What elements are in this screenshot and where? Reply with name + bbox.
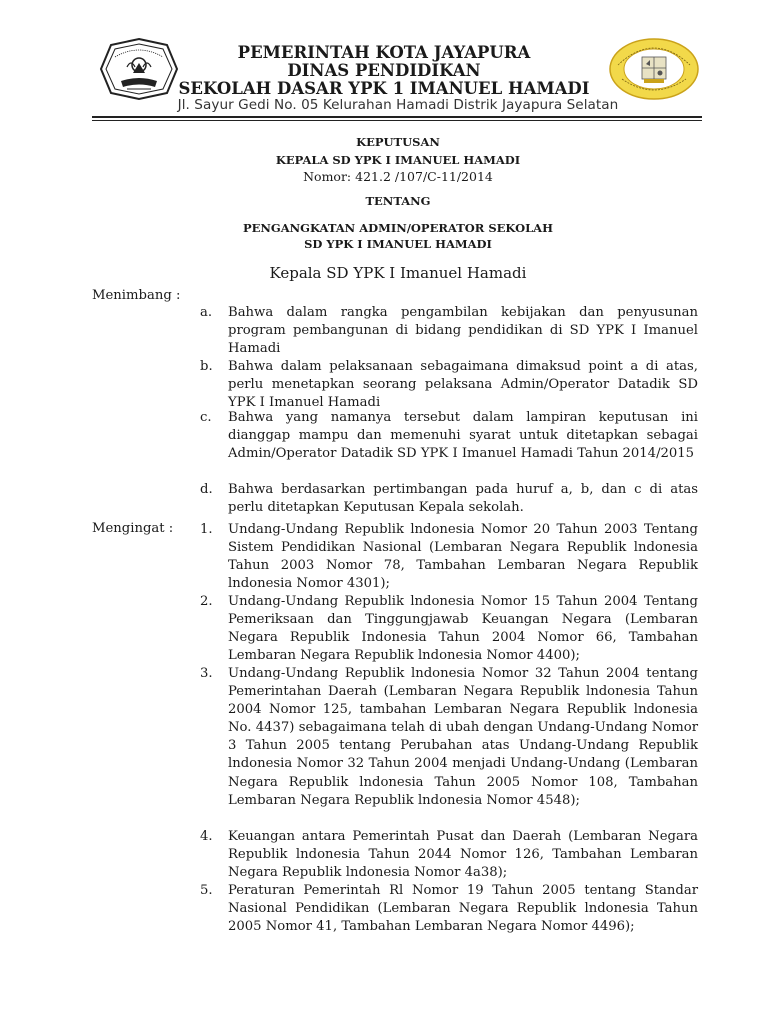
- item-marker: d.: [200, 482, 213, 497]
- item-marker: 1.: [200, 522, 213, 537]
- item-text: Bahwa yang namanya tersebut dalam lampiran keputusan ini dianggap mampu dan memenuhi syarat untuk ditetapkan sebagai Admin/Operator Datadik SD YPK I Imanuel Hamadi Tahun 2014/2015: [228, 410, 698, 462]
- menimbang-item: [200, 409, 700, 463]
- letterhead-school: SEKOLAH DASAR YPK 1 IMANUEL HAMADI: [178, 79, 590, 98]
- decree-authority: Kepala SD YPK I Imanuel Hamadi: [269, 264, 527, 282]
- item-text: Bahwa dalam pelaksanaan sebagaimana dimaksud point a di atas, perlu menetapkan seorang pelaksana Admin/Operator Datadik SD YPK I Imanuel Hamadi: [228, 359, 698, 411]
- letterhead-divider-thick: [92, 116, 702, 118]
- mengingat-item: [200, 665, 700, 810]
- item-text: Keuangan antara Pemerintah Pusat dan Daerah (Lembaran Negara Republik lndonesia Tahun 2044 Nomor 126, Tambahan Lembaran Negara Republik lndonesia Nomor 4a38);: [228, 829, 698, 881]
- letterhead-government: PEMERINTAH KOTA JAYAPURA: [237, 43, 531, 62]
- letterhead-department: DINAS PENDIDIKAN: [287, 61, 481, 80]
- item-marker: a.: [200, 305, 213, 320]
- item-marker: 4.: [200, 829, 213, 844]
- decree-title: KEPUTUSAN: [356, 135, 440, 149]
- mengingat-item: [200, 882, 700, 936]
- decree-subject-line2: SD YPK I IMANUEL HAMADI: [304, 237, 492, 251]
- item-text: Bahwa berdasarkan pertimbangan pada huruf a, b, dan c di atas perlu ditetapkan Keputusan Kepala sekolah.: [228, 482, 698, 516]
- decree-issuer: KEPALA SD YPK I IMANUEL HAMADI: [275, 153, 521, 167]
- yayasan-pendidikan-kristen-seal: [608, 37, 700, 101]
- menimbang-item: [200, 304, 700, 358]
- item-marker: 3.: [200, 666, 213, 681]
- mengingat-item: [200, 521, 700, 593]
- item-marker: 5.: [200, 883, 213, 898]
- item-marker: 2.: [200, 594, 213, 609]
- menimbang-label: Menimbang :: [92, 288, 181, 303]
- letterhead-divider-thin: [92, 120, 702, 121]
- decree-subject-line1: PENGANGKATAN ADMIN/OPERATOR SEKOLAH: [243, 221, 553, 235]
- mengingat-item: [200, 828, 700, 882]
- item-text: Undang-Undang Republik lndonesia Nomor 32 Tahun 2004 tentang Pemerintahan Daerah (Lembaran Negara Republik lndonesia Tahun 2004 Nomor 125, tambahan Lembaran Negara Republik lndonesia No. 4437) sebagaimana telah di ubah dengan Undang-Undang Nomor 3 Tahun 2005 tentang Perubahan atas Undang-Undang Republik lndonesia Nomor 32 Tahun 2004 menjadi Undang-Undang (Lembaran Negara Republik lndonesia Tahun 2005 Nomor 108, Tambahan Lembaran Negara Republik lndonesia Nomor 4548);: [228, 666, 698, 808]
- item-text: Bahwa dalam rangka pengambilan kebijakan dan penyusunan program pembangunan di bidang pendidikan di SD YPK I Imanuel Hamadi: [228, 305, 698, 357]
- item-text: Undang-Undang Republik lndonesia Nomor 20 Tahun 2003 Tentang Sistem Pendidikan Nasional (Lembaran Negara Republik lndonesia Tahun 2003 Nomor 78, Tambahan Lembaran Negara Republik lndonesia Nomor 4301);: [228, 522, 698, 592]
- decree-number: Nomor: 421.2 /107/C-11/2014: [303, 169, 493, 184]
- item-text: Peraturan Pemerintah Rl Nomor 19 Tahun 2005 tentang Standar Nasional Pendidikan (Lembaran Negara Republik lndonesia Tahun 2005 Nomor 41, Tambahan Lembaran Negara Nomor 4496);: [228, 883, 698, 935]
- mengingat-label: Mengingat :: [92, 521, 174, 536]
- menimbang-item: [200, 358, 700, 412]
- item-marker: c.: [200, 410, 212, 425]
- item-marker: b.: [200, 359, 213, 374]
- letterhead-address: Jl. Sayur Gedi No. 05 Kelurahan Hamadi Distrik Jayapura Selatan: [177, 97, 619, 113]
- menimbang-item: [200, 481, 700, 517]
- item-text: Undang-Undang Republik lndonesia Nomor 15 Tahun 2004 Tentang Pemeriksaan dan Tinggungjawab Keuangan Negara (Lembaran Negara Republik Indonesia Tahun 2004 Nomor 66, Tambahan Lembaran Negara Republik lndonesia Nomor 4400);: [228, 594, 698, 664]
- decree-about-label: TENTANG: [365, 194, 431, 208]
- mengingat-item: [200, 593, 700, 665]
